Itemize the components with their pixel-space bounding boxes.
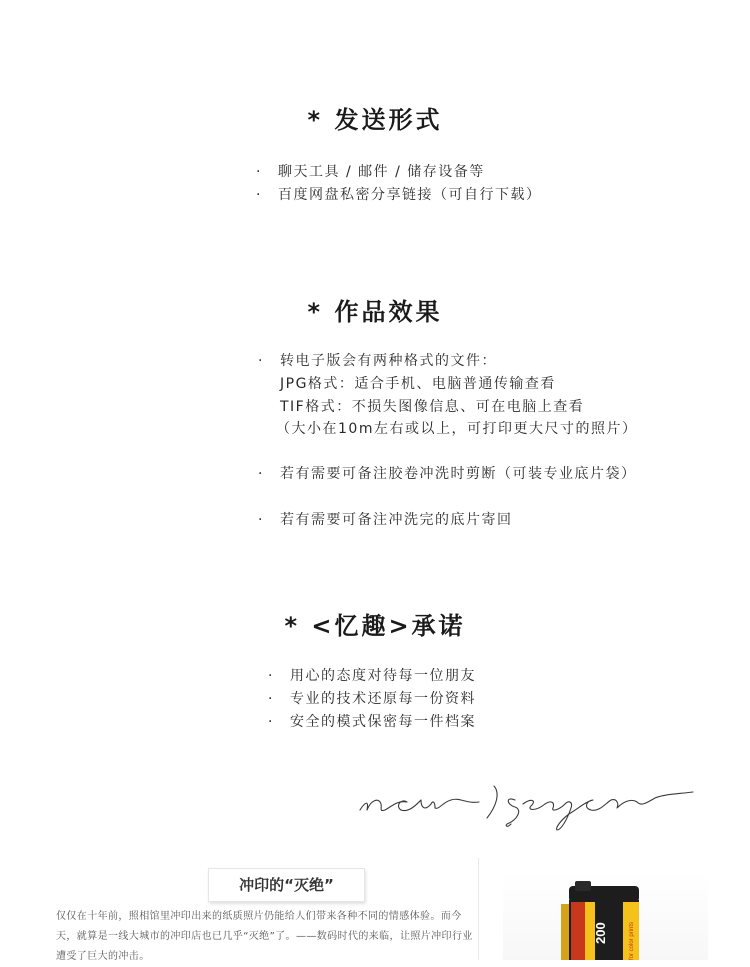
bullet: · <box>256 187 262 203</box>
list-item <box>268 688 476 708</box>
list-item-text: 若有需要可备注冲洗完的底片寄回 <box>280 512 513 528</box>
film-side-text: for color prints <box>629 921 635 960</box>
sub-line: JPG格式：适合手机、电脑普通传输查看 <box>280 376 556 392</box>
list-item <box>258 509 513 529</box>
sub-line: （大小在10m左右或以上，可打印更大尺寸的照片） <box>276 421 638 437</box>
sub-line: TIF格式：不损失图像信息、可在电脑上查看 <box>280 399 585 415</box>
list-item <box>258 350 497 370</box>
canister-spool <box>575 881 591 891</box>
list-item-text: 专业的技术还原每一份资料 <box>290 691 476 707</box>
list-item-text: 若有需要可备注胶卷冲洗时剪断（可装专业底片袋） <box>280 466 637 482</box>
film-canister-image <box>503 872 708 960</box>
list-item-text: 转电子版会有两种格式的文件： <box>280 353 497 369</box>
bullet: · <box>268 691 274 707</box>
film-canister-graphic <box>503 872 708 960</box>
list-item <box>268 711 476 731</box>
list-item-text: 百度网盘私密分享链接（可自行下载） <box>278 187 542 203</box>
list-item-text: 聊天工具 / 邮件 / 储存设备等 <box>278 164 485 180</box>
article-preview <box>48 860 478 960</box>
new-season-script <box>355 780 700 835</box>
bullet: · <box>258 466 264 482</box>
list-item <box>256 161 485 181</box>
article-body: 仅仅在十年前，照相馆里冲印出来的纸质照片仍能给人们带来各种不同的情感体验。而今天，就算是一线大城市的冲印店也已几乎“灭绝”了。——数码时代的来临，让照片冲印行业遭受了巨大的冲击。 <box>56 911 473 962</box>
section-heading-effect: * 作品效果 <box>307 298 443 326</box>
article-title: 冲印的“灭绝” <box>208 868 365 902</box>
canister-red-stripe <box>571 902 585 960</box>
film-speed-label: 200 <box>593 922 608 944</box>
bullet: · <box>256 164 262 180</box>
bullet: · <box>258 512 264 528</box>
list-item-text: 安全的模式保密每一件档案 <box>290 714 476 730</box>
section-heading-promise: * <忆趣>承诺 <box>284 612 466 640</box>
list-item-text: 用心的态度对待每一位朋友 <box>290 668 476 684</box>
list-item <box>268 665 476 685</box>
bullet: · <box>268 714 274 730</box>
canister-film-leader <box>561 904 569 960</box>
list-item <box>256 184 542 204</box>
list-item <box>258 463 637 483</box>
bullet: · <box>258 353 264 369</box>
section-heading-delivery: * 发送形式 <box>307 106 443 134</box>
divider <box>478 858 479 960</box>
bullet: · <box>268 668 274 684</box>
